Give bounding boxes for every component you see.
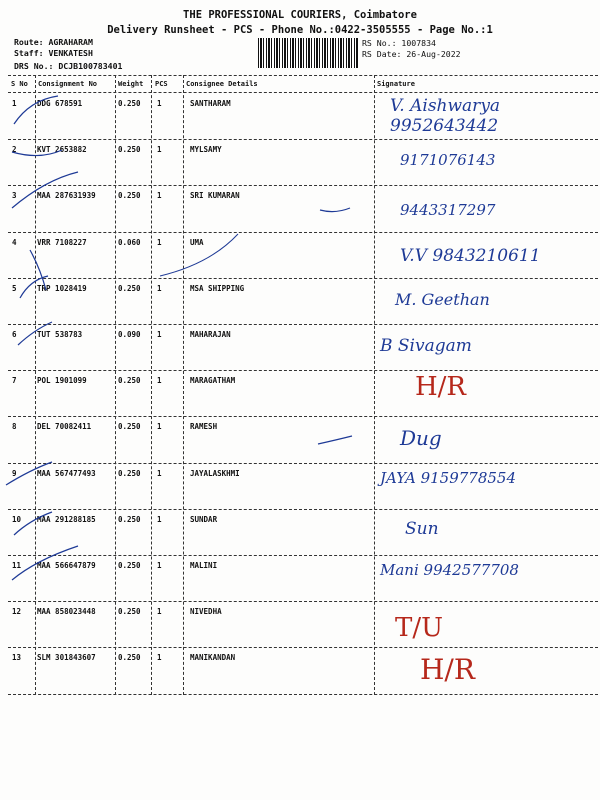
cell-consignment: TRP 1028419 xyxy=(37,283,87,293)
signature: Mani 9942577708 xyxy=(380,561,519,579)
cell-sno: 7 xyxy=(12,376,17,386)
cell-consignee: SANTHARAM xyxy=(190,99,231,108)
cell-pcs: 1 xyxy=(157,283,162,293)
signature: M. Geethan xyxy=(395,289,490,309)
cell-consignee: MARAGATHAM xyxy=(190,376,236,386)
cell-consignment: MAA 566647879 xyxy=(37,561,96,570)
signature: V. Aishwarya 9952643442 xyxy=(390,96,501,136)
cell-weight: 0.250 xyxy=(118,468,141,478)
cell-weight: 0.090 xyxy=(118,330,141,339)
cell-consignee: NIVEDHA xyxy=(190,607,222,617)
cell-weight: 0.250 xyxy=(118,422,141,432)
signature: T/U xyxy=(395,613,444,644)
cell-pcs: 1 xyxy=(157,561,162,570)
cell-weight: 0.250 xyxy=(118,607,141,617)
signature: 9443317297 xyxy=(400,201,496,220)
cell-consignee: MANIKANDAN xyxy=(190,653,236,663)
signature: 9171076143 xyxy=(400,151,496,170)
cell-consignee: MSA SHIPPING xyxy=(190,283,245,293)
cell-consignment: SLM 301843607 xyxy=(37,653,96,663)
header-signature: Signature xyxy=(377,80,415,88)
cell-consignee: SRI KUMARAN xyxy=(190,191,240,201)
cell-pcs: 1 xyxy=(157,145,162,155)
cell-sno: 6 xyxy=(12,330,17,339)
cell-consignee: RAMESH xyxy=(190,422,218,432)
cell-pcs: 1 xyxy=(157,376,162,386)
signature: Dug xyxy=(400,426,442,451)
cell-sno: 13 xyxy=(12,653,22,663)
header-consignment: Consignment No xyxy=(38,80,98,88)
header-pcs: PCS xyxy=(155,80,168,88)
cell-pcs: 1 xyxy=(157,607,162,617)
cell-weight: 0.250 xyxy=(118,283,141,293)
cell-consignment: KVT 2653882 xyxy=(37,145,87,155)
cell-consignment: MAA 858023448 xyxy=(37,607,96,617)
cell-pcs: 1 xyxy=(157,191,162,201)
cell-sno: 1 xyxy=(12,99,17,108)
cell-consignment: MAA 291288185 xyxy=(37,514,96,524)
cell-weight: 0.250 xyxy=(118,653,141,663)
cell-sno: 4 xyxy=(12,237,17,247)
cell-weight: 0.250 xyxy=(118,145,141,155)
cell-consignment: TUT 538783 xyxy=(37,330,83,339)
cell-weight: 0.060 xyxy=(118,237,141,247)
drs-number: DRS No.: DCJB100783401 xyxy=(14,61,123,71)
document-title: THE PROFESSIONAL COURIERS, Coimbatore xyxy=(183,9,417,21)
cell-pcs: 1 xyxy=(157,653,162,663)
cell-consignee: SUNDAR xyxy=(190,514,218,524)
cell-consignment: VRR 7108227 xyxy=(37,237,87,247)
cell-pcs: 1 xyxy=(157,514,162,524)
cell-consignee: MYLSAMY xyxy=(190,145,222,155)
rs-number: RS No.: 1007834 xyxy=(362,38,436,48)
cell-sno: 11 xyxy=(12,561,22,570)
cell-weight: 0.250 xyxy=(118,561,141,570)
rs-date: RS Date: 26-Aug-2022 xyxy=(362,49,461,59)
route-label: Route: AGRAHARAM xyxy=(14,37,93,47)
cell-weight: 0.250 xyxy=(118,376,141,386)
cell-consignment: MAA 287631939 xyxy=(37,191,96,201)
cell-consignment: MAA 567477493 xyxy=(37,468,96,478)
cell-weight: 0.250 xyxy=(118,191,141,201)
runsheet-subtitle: Delivery Runsheet - PCS - Phone No.:0422-3505555 - Page No.:1 xyxy=(107,24,493,36)
header-weight: Weight xyxy=(118,80,144,88)
cell-weight: 0.250 xyxy=(118,514,141,524)
cell-consignment: DDG 678591 xyxy=(37,99,83,108)
cell-pcs: 1 xyxy=(157,468,162,478)
cell-consignment: DEL 70082411 xyxy=(37,422,92,432)
staff-label: Staff: VENKATESH xyxy=(14,48,93,58)
cell-sno: 3 xyxy=(12,191,17,201)
cell-pcs: 1 xyxy=(157,99,162,108)
signature: JAYA 9159778554 xyxy=(380,468,517,487)
cell-consignee: UMA xyxy=(190,237,204,247)
cell-consignee: MAHARAJAN xyxy=(190,330,231,339)
header-consignee: Consignee Details xyxy=(186,80,258,88)
cell-pcs: 1 xyxy=(157,330,162,339)
cell-sno: 10 xyxy=(12,514,22,524)
cell-sno: 8 xyxy=(12,422,17,432)
cell-sno: 2 xyxy=(12,145,17,155)
header-sno: S No xyxy=(11,80,28,88)
signature: H/R xyxy=(420,653,475,687)
signature: B Sivagam xyxy=(380,336,472,356)
cell-sno: 9 xyxy=(12,468,17,478)
cell-sno: 5 xyxy=(12,283,17,293)
cell-consignment: POL 1901099 xyxy=(37,376,87,386)
cell-consignee: MALINI xyxy=(190,561,218,570)
cell-pcs: 1 xyxy=(157,422,162,432)
cell-pcs: 1 xyxy=(157,237,162,247)
signature: Sun xyxy=(405,518,439,539)
cell-weight: 0.250 xyxy=(118,99,141,108)
signature: H/R xyxy=(415,372,467,403)
cell-consignee: JAYALASKHMI xyxy=(190,468,240,478)
signature: V.V 9843210611 xyxy=(400,245,541,266)
cell-sno: 12 xyxy=(12,607,22,617)
